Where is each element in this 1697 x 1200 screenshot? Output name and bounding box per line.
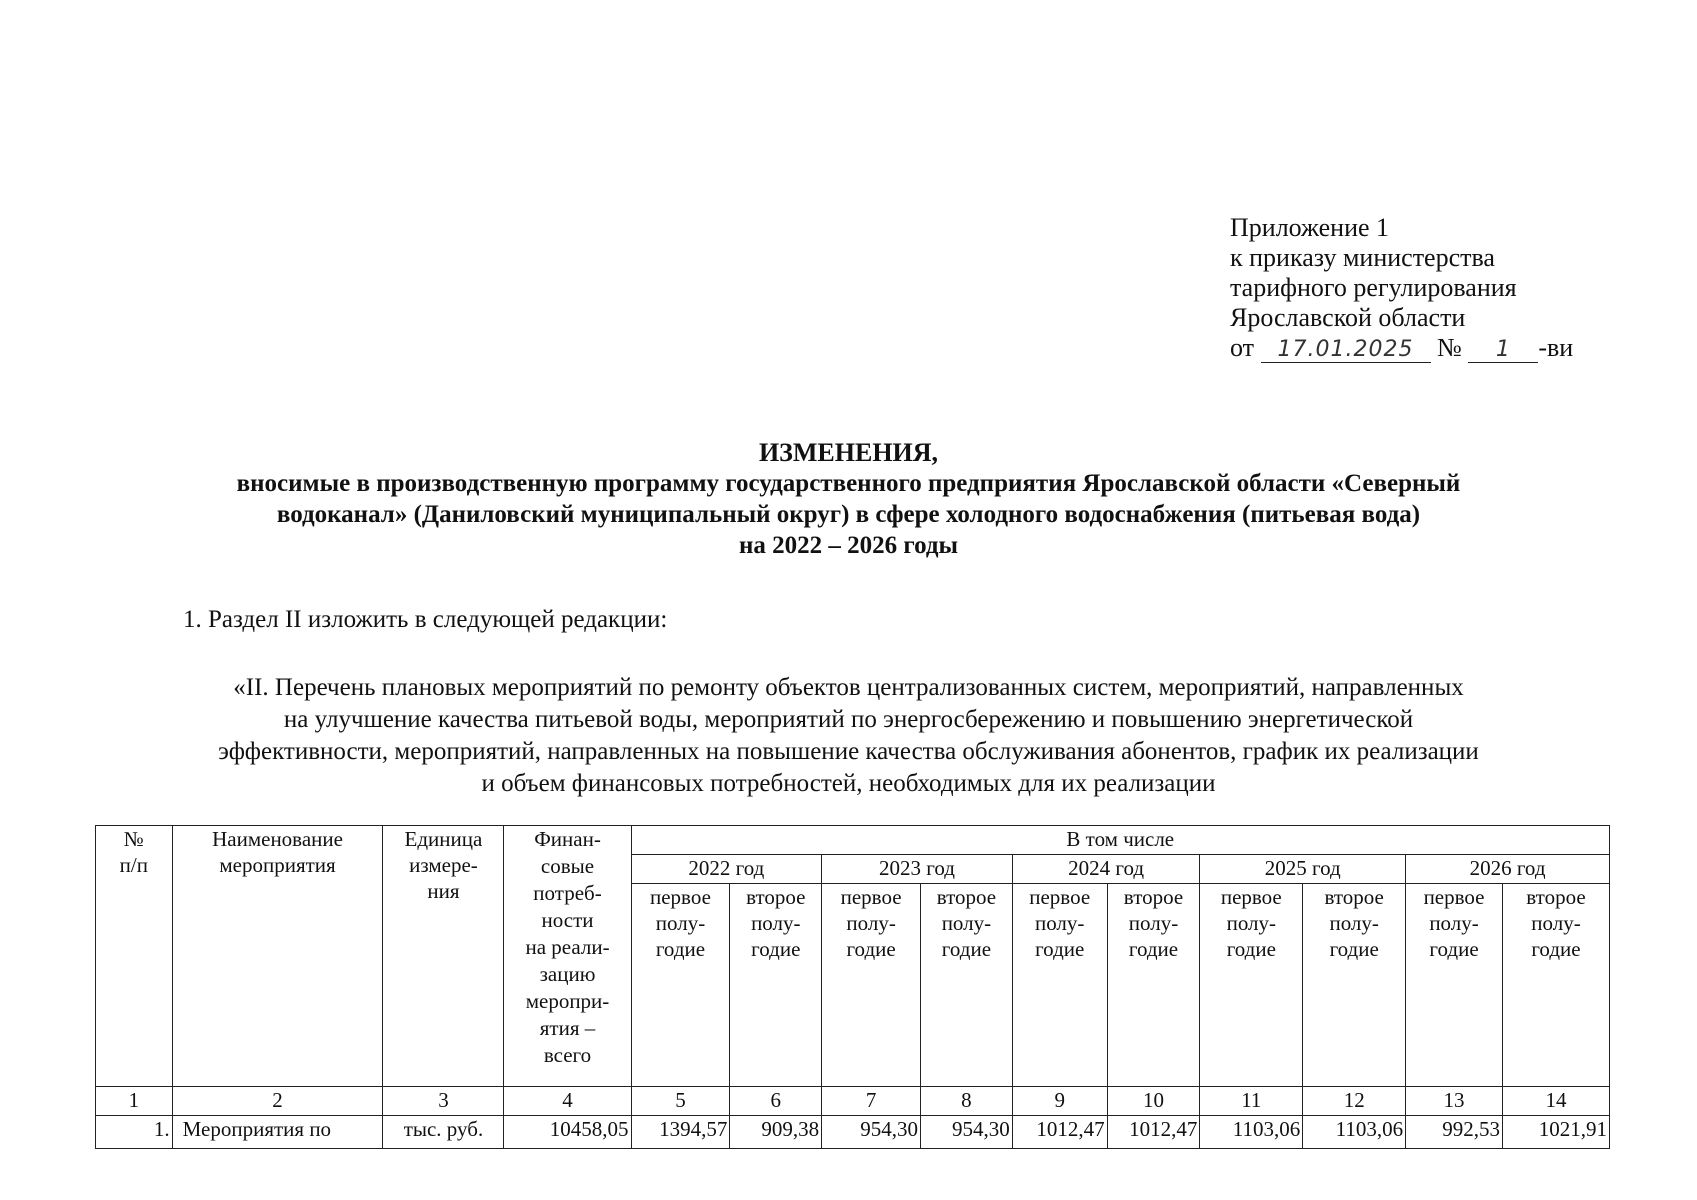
header-first-half: первое полу- годие [1012,884,1107,1087]
number-suffix: -ви [1538,333,1574,362]
section-title-line: и объем финансовых потребностей, необходимых для их реализации [481,770,1216,797]
header-second-half: второе полу- годие [1303,884,1406,1087]
column-number: 3 [383,1087,504,1116]
header-first-half: первое полу- годие [1406,884,1503,1087]
header-first-half: первое полу- годие [1200,884,1303,1087]
column-number: 10 [1107,1087,1200,1116]
section-title-line: на улучшение качества питьевой воды, мероприятий по энергосбережению и повышению энергетической [283,706,1414,733]
header-year: 2024 год [1012,855,1200,884]
column-number: 14 [1502,1087,1609,1116]
section-title [100,672,1597,800]
appendix-line: к приказу министерства [1230,243,1495,272]
column-number: 7 [822,1087,921,1116]
section-title-line: эффективности, мероприятий, направленных на повышение качества обслуживания абонентов, график их реализации [218,738,1479,765]
header-second-half: второе полу- годие [1107,884,1200,1087]
program-table [95,825,1610,1149]
header-first-half: первое полу- годие [822,884,921,1087]
row-value: 992,53 [1406,1116,1503,1149]
appendix-line: тарифного регулирования [1230,273,1517,302]
row-value: 1103,06 [1303,1116,1406,1149]
row-value: 1021,91 [1502,1116,1609,1149]
header-unit: Единица измере- ния [383,826,504,1087]
column-number: 4 [504,1087,631,1116]
row-value: 1103,06 [1200,1116,1303,1149]
column-numbers-row [96,1087,1610,1116]
appendix-line: Приложение 1 [1230,213,1390,242]
title-line: на 2022 – 2026 годы [738,532,959,559]
header-second-half: второе полу- годие [730,884,822,1087]
row-value: 1012,47 [1012,1116,1107,1149]
column-number: 1 [96,1087,173,1116]
number-sign: № [1437,333,1462,362]
date-prefix: от [1230,333,1255,362]
header-row [96,826,1610,855]
row-total: 10458,05 [504,1116,631,1149]
column-number: 2 [172,1087,383,1116]
column-number: 5 [631,1087,730,1116]
header-year: 2025 год [1200,855,1406,884]
row-value: 1012,47 [1107,1116,1200,1149]
header-year: 2026 год [1406,855,1610,884]
row-value: 954,30 [822,1116,921,1149]
column-number: 9 [1012,1087,1107,1116]
row-name: Мероприятия по [172,1116,383,1149]
title-heading: ИЗМЕНЕНИЯ, [758,438,939,467]
row-value: 1394,57 [631,1116,730,1149]
header-year: 2023 год [822,855,1013,884]
title-line: вносимые в производственную программу государственного предприятия Ярославской области «Северный [236,470,1461,497]
row-value: 909,38 [730,1116,822,1149]
header-finance: Финан- совые потреб- ности на реали- зацию меропри- ятия – всего [504,826,631,1087]
section-title-line: «II. Перечень плановых мероприятий по ремонту объектов централизованных систем, мероприятий, направленных [233,674,1464,701]
column-number: 11 [1200,1087,1303,1116]
row-num: 1. [96,1116,173,1149]
column-number: 8 [921,1087,1013,1116]
handwritten-number: 1 [1468,338,1538,363]
document-title [100,437,1597,561]
appendix-date-line [1230,333,1573,363]
row-unit: тыс. руб. [383,1116,504,1149]
header-including: В том числе [631,826,1609,855]
header-first-half: первое полу- годие [631,884,730,1087]
header-second-half: второе полу- годие [921,884,1013,1087]
appendix-line: Ярославской области [1230,303,1466,332]
handwritten-date: 17.01.2025 [1261,338,1431,363]
column-number: 13 [1406,1087,1503,1116]
column-number: 6 [730,1087,822,1116]
header-name: Наименование мероприятия [172,826,383,1087]
header-num: № п/п [96,826,173,1087]
header-second-half: второе полу- годие [1502,884,1609,1087]
column-number: 12 [1303,1087,1406,1116]
table-row [96,1116,1610,1149]
title-line: водоканал» (Даниловский муниципальный округ) в сфере холодного водоснабжения (питьевая вода) [276,501,1421,528]
row-value: 954,30 [921,1116,1013,1149]
instruction-text: 1. Раздел II изложить в следующей редакции: [183,606,668,633]
appendix-block [1230,213,1573,363]
header-year: 2022 год [631,855,822,884]
